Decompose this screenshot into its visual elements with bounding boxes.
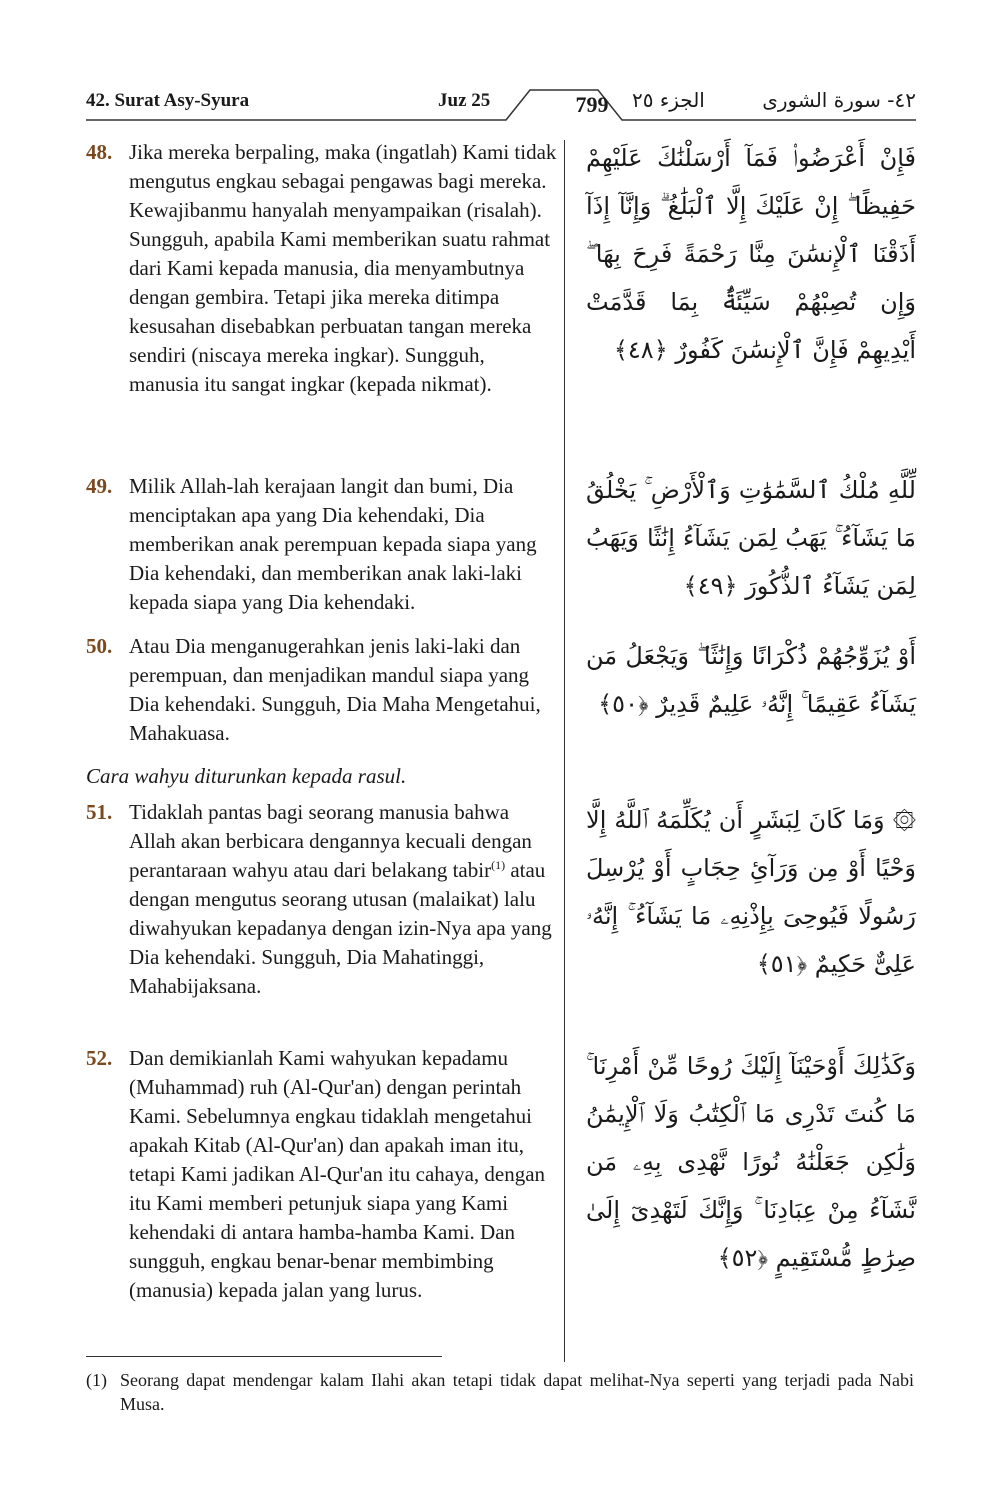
footnote-divider [86,1356,442,1357]
surah-title-arabic: ٤٢- سورة الشورى [762,88,916,112]
arabic-verse-52: وَكَذَٰلِكَ أَوْحَيْنَآ إِلَيْكَ رُوحًا مِّنْ أَمْرِنَا ۚ مَا كُنتَ تَدْرِى مَا ٱلْكِتَٰبُ وَلَا ٱلْإِيمَٰنُ وَلَٰكِن جَعَلْنَٰهُ نُورًا نَّهْدِى بِهِۦ مَن نَّشَآءُ مِنْ عِبَادِنَا ۚ وَإِنَّكَ لَتَهْدِىٓ إِلَىٰ صِرَٰطٍ مُّسْتَقِيمٍ ﴿٥٢﴾ [586,1052,916,1272]
arabic-verse-51: ۞ وَمَا كَانَ لِبَشَرٍ أَن يُكَلِّمَهُ ٱللَّهُ إِلَّا وَحْيًا أَوْ مِن وَرَآئِ حِجَابٍ أَوْ يُرْسِلَ رَسُولًا فَيُوحِىَ بِإِذْنِهِۦ مَا يَشَآءُ ۚ إِنَّهُۥ عَلِىٌّ حَكِيمٌ ﴿٥١﴾ [586,806,916,978]
verse-number: 49. [86,474,113,498]
verse-translation [129,798,558,1001]
verse-number: 51. [86,800,113,824]
footnote-reference[interactable]: (1) [491,858,506,872]
footnote-text: Seorang dapat mendengar kalam Ilahi akan tetapi tidak dapat melihat-Nya seperti yang terjadi pada Nabi Musa. [120,1370,914,1414]
verse-number: 48. [86,140,113,164]
juz-label-arabic: الجزء ٢٥ [632,88,705,112]
verse-text-part: Tidaklah pantas bagi seorang manusia bahwa Allah akan berbicara dengannya kecuali dengan perantaraan wahyu atau dari belakang tabir [129,800,532,882]
verse-number: 52. [86,1046,113,1070]
arabic-verse-50: أَوْ يُزَوِّجُهُمْ ذُكْرَانًا وَإِنَٰثًا ۖ وَيَجْعَلُ مَن يَشَآءُ عَقِيمًا ۚ إِنَّهُۥ عَلِيمٌ قَدِيرٌ ﴿٥٠﴾ [586,642,916,718]
arabic-verse-48: فَإِنْ أَعْرَضُوا۟ فَمَآ أَرْسَلْنَٰكَ عَلَيْهِمْ حَفِيظًا ۖ إِنْ عَلَيْكَ إِلَّا ٱلْبَلَٰغُ ۗ وَإِنَّآ إِذَآ أَذَقْنَا ٱلْإِنسَٰنَ مِنَّا رَحْمَةً فَرِحَ بِهَا ۖ وَإِن تُصِبْهُمْ سَيِّئَةٌۢ بِمَا قَدَّمَتْ أَيْدِيهِمْ فَإِنَّ ٱلْإِنسَٰنَ كَفُورٌ ﴿٤٨﴾ [586,144,916,364]
verse-number: 50. [86,634,113,658]
footnote-mark: (1) [86,1370,107,1390]
page-number: 799 [575,92,609,117]
verse-translation: Atau Dia menganugerahkan jenis laki-laki dan perempuan, dan menjadikan mandul siapa yang Dia kehendaki. Sungguh, Dia Maha Mengetahui, Mahakuasa. [129,634,541,745]
verse-translation: Dan demikianlah Kami wahyukan kepadamu (Muhammad) ruh (Al-Qur'an) dengan perintah Kami. Sebelumnya engkau tidaklah mengetahui apakah Kitab (Al-Qur'an) dan apakah iman itu, tetapi Kami jadikan Al-Qur'an itu cahaya, dengan itu Kami memberi petunjuk siapa yang Kami kehendaki di antara hamba-hamba Kami. Dan sungguh, engkau benar-benar membimbing (manusia) kepada jalan yang lurus. [129,1046,546,1302]
verse-translation: Milik Allah-lah kerajaan langit dan bumi, Dia menciptakan apa yang Dia kehendaki, Dia memberikan anak perempuan kepada siapa yang Dia kehendaki, dan memberikan anak laki-laki kepada siapa yang Dia kehendaki. [129,474,537,614]
column-divider [564,140,565,1362]
juz-label-latin: Juz 25 [438,90,491,111]
verse-translation: Jika mereka berpaling, maka (ingatlah) Kami tidak mengutus engkau sebagai pengawas bagi mereka. Kewajibanmu hanyalah menyampaikan (risalah). Sungguh, apabila Kami memberikan suatu rahmat dari Kami kepada manusia, dia menyambutnya dengan gembira. Tetapi jika mereka ditimpa kesusahan disebabkan perbuatan tangan mereka sendiri (niscaya mereka ingkar). Sungguh, manusia itu sangat ingkar (kepada nikmat). [129,140,557,396]
page-header [86,84,916,128]
section-title: Cara wahyu diturunkan kepada rasul. [86,764,407,788]
verse-text-part: atau dengan mengutus seorang utusan (malaikat) lalu diwahyukan kepadanya dengan izin-Nya apa yang Dia kehendaki. Sungguh, Dia Mahatinggi, Mahabijaksana. [129,858,552,998]
arabic-verse-49: لِّلَّهِ مُلْكُ ٱلسَّمَٰوَٰتِ وَٱلْأَرْضِ ۚ يَخْلُقُ مَا يَشَآءُ ۚ يَهَبُ لِمَن يَشَآءُ إِنَٰثًا وَيَهَبُ لِمَن يَشَآءُ ٱلذُّكُورَ ﴿٤٩﴾ [586,476,916,600]
surah-title-latin: 42. Surat Asy-Syura [86,90,250,111]
